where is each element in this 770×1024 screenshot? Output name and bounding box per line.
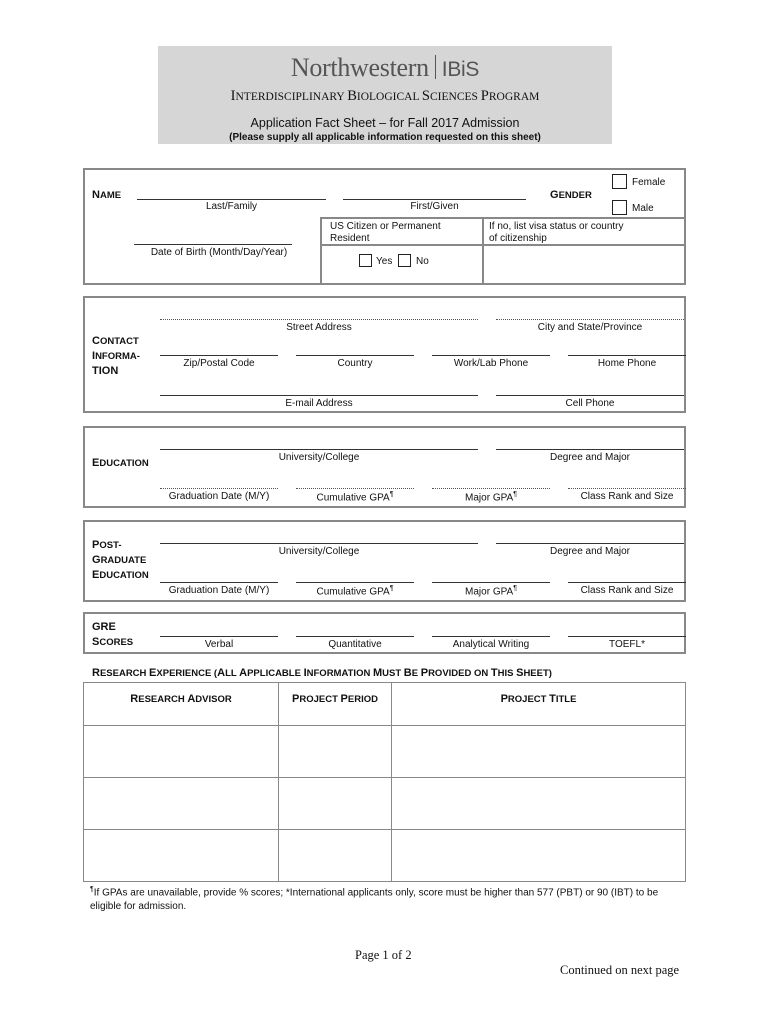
grad-date-field[interactable]: [160, 488, 278, 489]
visa-status-label: If no, list visa status or country of citizenship: [489, 221, 624, 244]
col-project-title: PROJECT TITLE: [392, 683, 686, 726]
table-row: [84, 726, 686, 778]
university-label: University/College: [278, 452, 360, 463]
street-label: Street Address: [286, 322, 352, 333]
street-field[interactable]: [160, 319, 478, 320]
period-cell[interactable]: [279, 778, 392, 830]
advisor-cell[interactable]: [84, 830, 279, 882]
advisor-cell[interactable]: [84, 778, 279, 830]
dob-label: Date of Birth (Month/Day/Year): [150, 247, 288, 258]
research-table: [83, 682, 686, 882]
verbal-label: Verbal: [204, 639, 234, 650]
title-cell[interactable]: [392, 778, 686, 830]
pg-cum-gpa-field[interactable]: [296, 582, 414, 583]
country-field[interactable]: [296, 355, 414, 356]
table-row: [84, 830, 686, 882]
major-gpa-label: Major GPA¶: [465, 491, 517, 504]
continued-note: Continued on next page: [560, 963, 680, 977]
pg-major-gpa-label: Major GPA¶: [465, 585, 517, 598]
pg-degree-label: Degree and Major: [549, 546, 631, 557]
grad-date-label: Graduation Date (M/Y): [168, 491, 270, 502]
form-subtitle: (Please supply all applicable information requested on this sheet): [229, 132, 541, 143]
degree-label: Degree and Major: [549, 452, 631, 463]
footnote: ¶If GPAs are unavailable, provide % scores; *International applicants only, score must be higher than 577 (PBT) or 90 (IBT) to be eligible for admission.: [90, 886, 659, 913]
title-cell[interactable]: [392, 726, 686, 778]
period-cell[interactable]: [279, 726, 392, 778]
gre-heading: GRE SCORES: [92, 621, 134, 648]
no-label: No: [416, 256, 429, 267]
email-field[interactable]: [160, 395, 478, 396]
advisor-cell[interactable]: [84, 726, 279, 778]
home-phone-label: Home Phone: [597, 358, 657, 369]
email-label: E-mail Address: [285, 398, 353, 409]
first-name-label: First/Given: [410, 201, 459, 212]
program-name: INTERDISCIPLINARY BIOLOGICAL SCIENCES PROGRAM: [230, 88, 540, 104]
city-label: City and State/Province: [537, 322, 643, 333]
citizenship-divider: [482, 217, 484, 285]
postgrad-heading: POST- GRADUATE EDUCATION: [92, 539, 149, 581]
citizen-yes-checkbox[interactable]: [359, 254, 372, 267]
cum-gpa-field[interactable]: [296, 488, 414, 489]
yes-label: Yes: [376, 256, 393, 267]
male-label: Male: [632, 203, 654, 214]
female-label: Female: [632, 177, 666, 188]
research-heading: RESEARCH EXPERIENCE (ALL APPLICABLE INFORMATION MUST BE PROVIDED ON THIS SHEET): [92, 667, 552, 679]
northwestern-logo: Northwestern IBiS: [290, 53, 480, 82]
table-row: [84, 778, 686, 830]
work-phone-label: Work/Lab Phone: [453, 358, 529, 369]
name-heading: NAME: [92, 189, 122, 201]
pg-major-gpa-field[interactable]: [432, 582, 550, 583]
dob-field[interactable]: [134, 244, 292, 245]
gender-heading: GENDER: [550, 189, 592, 201]
contact-heading: CONTACT INFORMA- TION: [92, 335, 140, 377]
writing-field[interactable]: [432, 636, 550, 637]
rank-field[interactable]: [568, 488, 686, 489]
country-label: Country: [337, 358, 373, 369]
page-number: Page 1 of 2: [355, 948, 412, 962]
toefl-label: TOEFL*: [609, 639, 645, 650]
zip-label: Zip/Postal Code: [183, 358, 255, 369]
education-heading: EDUCATION: [92, 457, 149, 469]
pg-cum-gpa-label: Cumulative GPA¶: [316, 585, 394, 598]
work-phone-field[interactable]: [432, 355, 550, 356]
toefl-field[interactable]: [568, 636, 686, 637]
pg-university-field[interactable]: [160, 543, 478, 544]
quant-field[interactable]: [296, 636, 414, 637]
degree-field[interactable]: [496, 449, 684, 450]
city-field[interactable]: [496, 319, 684, 320]
col-project-period: PROJECT PERIOD: [279, 683, 392, 726]
cell-label: Cell Phone: [565, 398, 615, 409]
pg-grad-date-label: Graduation Date (M/Y): [168, 585, 270, 596]
quant-label: Quantitative: [328, 639, 382, 650]
citizen-no-checkbox[interactable]: [398, 254, 411, 267]
citizenship-divider: [320, 217, 686, 219]
pg-degree-field[interactable]: [496, 543, 684, 544]
rank-label: Class Rank and Size: [580, 491, 674, 502]
last-name-field[interactable]: [137, 199, 326, 200]
female-checkbox[interactable]: [612, 174, 627, 189]
pg-university-label: University/College: [278, 546, 360, 557]
pg-grad-date-field[interactable]: [160, 582, 278, 583]
form-title: Application Fact Sheet – for Fall 2017 Admission: [250, 116, 520, 130]
major-gpa-field[interactable]: [432, 488, 550, 489]
title-cell[interactable]: [392, 830, 686, 882]
first-name-field[interactable]: [343, 199, 526, 200]
verbal-field[interactable]: [160, 636, 278, 637]
last-name-label: Last/Family: [205, 201, 258, 212]
writing-label: Analytical Writing: [452, 639, 530, 650]
citizenship-divider: [320, 217, 322, 285]
home-phone-field[interactable]: [568, 355, 686, 356]
pg-rank-label: Class Rank and Size: [580, 585, 674, 596]
us-citizen-label: US Citizen or Permanent Resident: [330, 221, 441, 244]
male-checkbox[interactable]: [612, 200, 627, 215]
pg-rank-field[interactable]: [568, 582, 686, 583]
university-field[interactable]: [160, 449, 478, 450]
cell-field[interactable]: [496, 395, 684, 396]
period-cell[interactable]: [279, 830, 392, 882]
zip-field[interactable]: [160, 355, 278, 356]
header-banner: [158, 46, 612, 144]
cum-gpa-label: Cumulative GPA¶: [316, 491, 394, 504]
col-research-advisor: RESEARCH ADVISOR: [84, 683, 279, 726]
